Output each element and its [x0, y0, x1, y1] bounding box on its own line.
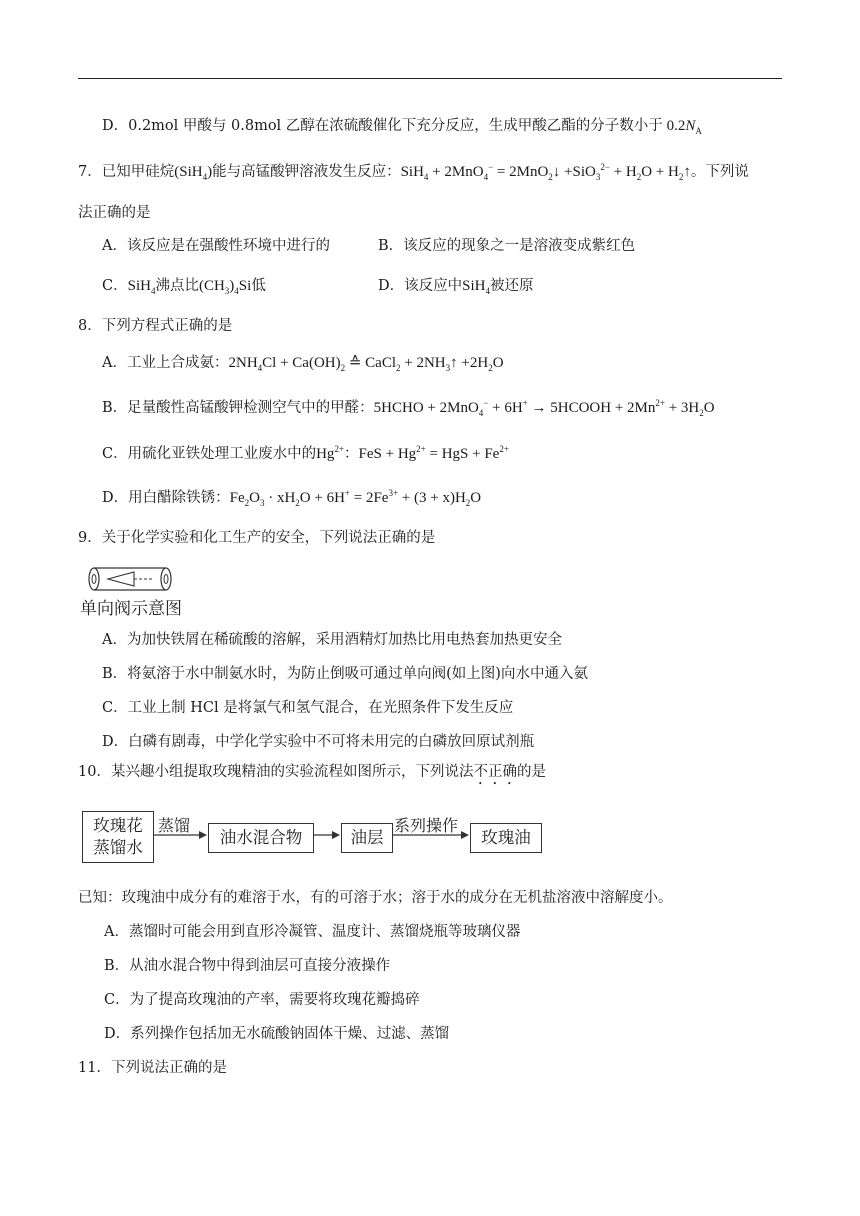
q6-option-d: D．0.2mol 甲酸与 0.8mol 乙醇在浓硫酸催化下充分反应，生成甲酸乙酯的分子数小于 $0.2N_A$ [102, 118, 702, 136]
flow-arrow-2 [313, 830, 340, 840]
q7-option-d: D．该反应中SiH$_4$被还原 [378, 278, 534, 296]
q10-option-b: B．从油水混合物中得到油层可直接分液操作 [104, 958, 391, 974]
flow-label-series-ops: 系列操作 [394, 816, 459, 835]
q10-option-d: D．系列操作包括加无水硫酸钠固体干燥、过滤、蒸馏 [104, 1026, 450, 1042]
q8-stem: 8．下列方程式正确的是 [78, 318, 233, 334]
q9-stem: 9．关于化学实验和化工生产的安全，下列说法正确的是 [78, 530, 436, 546]
q10-option-a: A．蒸馏时可能会用到直形冷凝管、温度计、蒸馏烧瓶等玻璃仪器 [104, 924, 521, 940]
q7-stem: 7．已知甲硅烷(SiH$_4$)能与高锰酸钾溶液发生反应：SiH$_4$ + 2MnO$_4$− = 2MnO$_2$↓ $+SiO_3^{2-} + H_2O$ + $H_2↑$。下列说 [78, 162, 749, 182]
q8-option-a: A．工业上合成氨：$2NH_4Cl + Ca(OH)_2$ ≙ CaCl$_2$ + $2NH_3↑ +2H_2O$ [102, 355, 504, 373]
q8-option-d: D．用白醋除铁锈：$Fe_2O_3 \cdot xH_2O + 6H^+ = 2Fe^{3+} + (3 + x)H_2O$ [102, 488, 482, 508]
q9-option-b: B．将氨溶于水中制氨水时，为防止倒吸可通过单向阀(如上图)向水中通入氨 [102, 666, 588, 682]
flow-box-oil-water-mixture: 油水混合物 [208, 823, 314, 853]
q9-option-a: A．为加快铁屑在稀硫酸的溶解，采用酒精灯加热比用电热套加热更安全 [102, 632, 562, 648]
q9-option-d: D．白磷有剧毒，中学化学实验中不可将未用完的白磷放回原试剂瓶 [102, 734, 535, 750]
q7-stem-line2: 法正确的是 [78, 205, 151, 221]
flow-box-rose-water: 玫瑰花 蒸馏水 [82, 811, 154, 863]
flow-label-distill: 蒸馏 [158, 816, 191, 835]
q8-option-b: B．足量酸性高锰酸钾检测空气中的甲醛：5HCHO + 2MnO$_4$− + 6H+ → 5HCOOH + $2Mn^{2+} + 3H_2O$ [102, 398, 715, 418]
q7-option-c: C．SiH$_4$沸点比$(CH_3)_4Si$低 [102, 278, 266, 296]
q7-option-a: A．该反应是在强酸性环境中进行的 [102, 238, 330, 254]
q8-option-c: C．用硫化亚铁处理工业废水中的$Hg^{2+}$：FeS + $Hg^{2+}$ = HgS + $Fe^{2+}$ [102, 444, 509, 462]
flow-box-oil-layer: 油层 [341, 823, 393, 853]
q10-stem: 10．某兴趣小组提取玫瑰精油的实验流程如图所示，下列说法不正确的是 [78, 764, 546, 780]
q7-option-b: B．该反应的现象之一是溶液变成紫红色 [378, 238, 636, 254]
q11-stem: 11．下列说法正确的是 [78, 1060, 227, 1076]
q9-option-c: C．工业上制 HCl 是将氯气和氢气混合，在光照条件下发生反应 [102, 700, 514, 716]
q10-note: 已知：玫瑰油中成分有的难溶于水，有的可溶于水；溶于水的成分在无机盐溶液中溶解度小。 [78, 890, 673, 906]
flow-arrow-3 [392, 830, 469, 840]
one-way-valve-figure [86, 566, 178, 594]
flow-arrow-1 [153, 830, 207, 840]
valve-figure-caption: 单向阀示意图 [80, 599, 182, 619]
flow-box-rose-oil: 玫瑰油 [470, 823, 542, 853]
header-rule [78, 78, 782, 79]
q10-option-c: C．为了提高玫瑰油的产率，需要将玫瑰花瓣捣碎 [104, 992, 420, 1008]
